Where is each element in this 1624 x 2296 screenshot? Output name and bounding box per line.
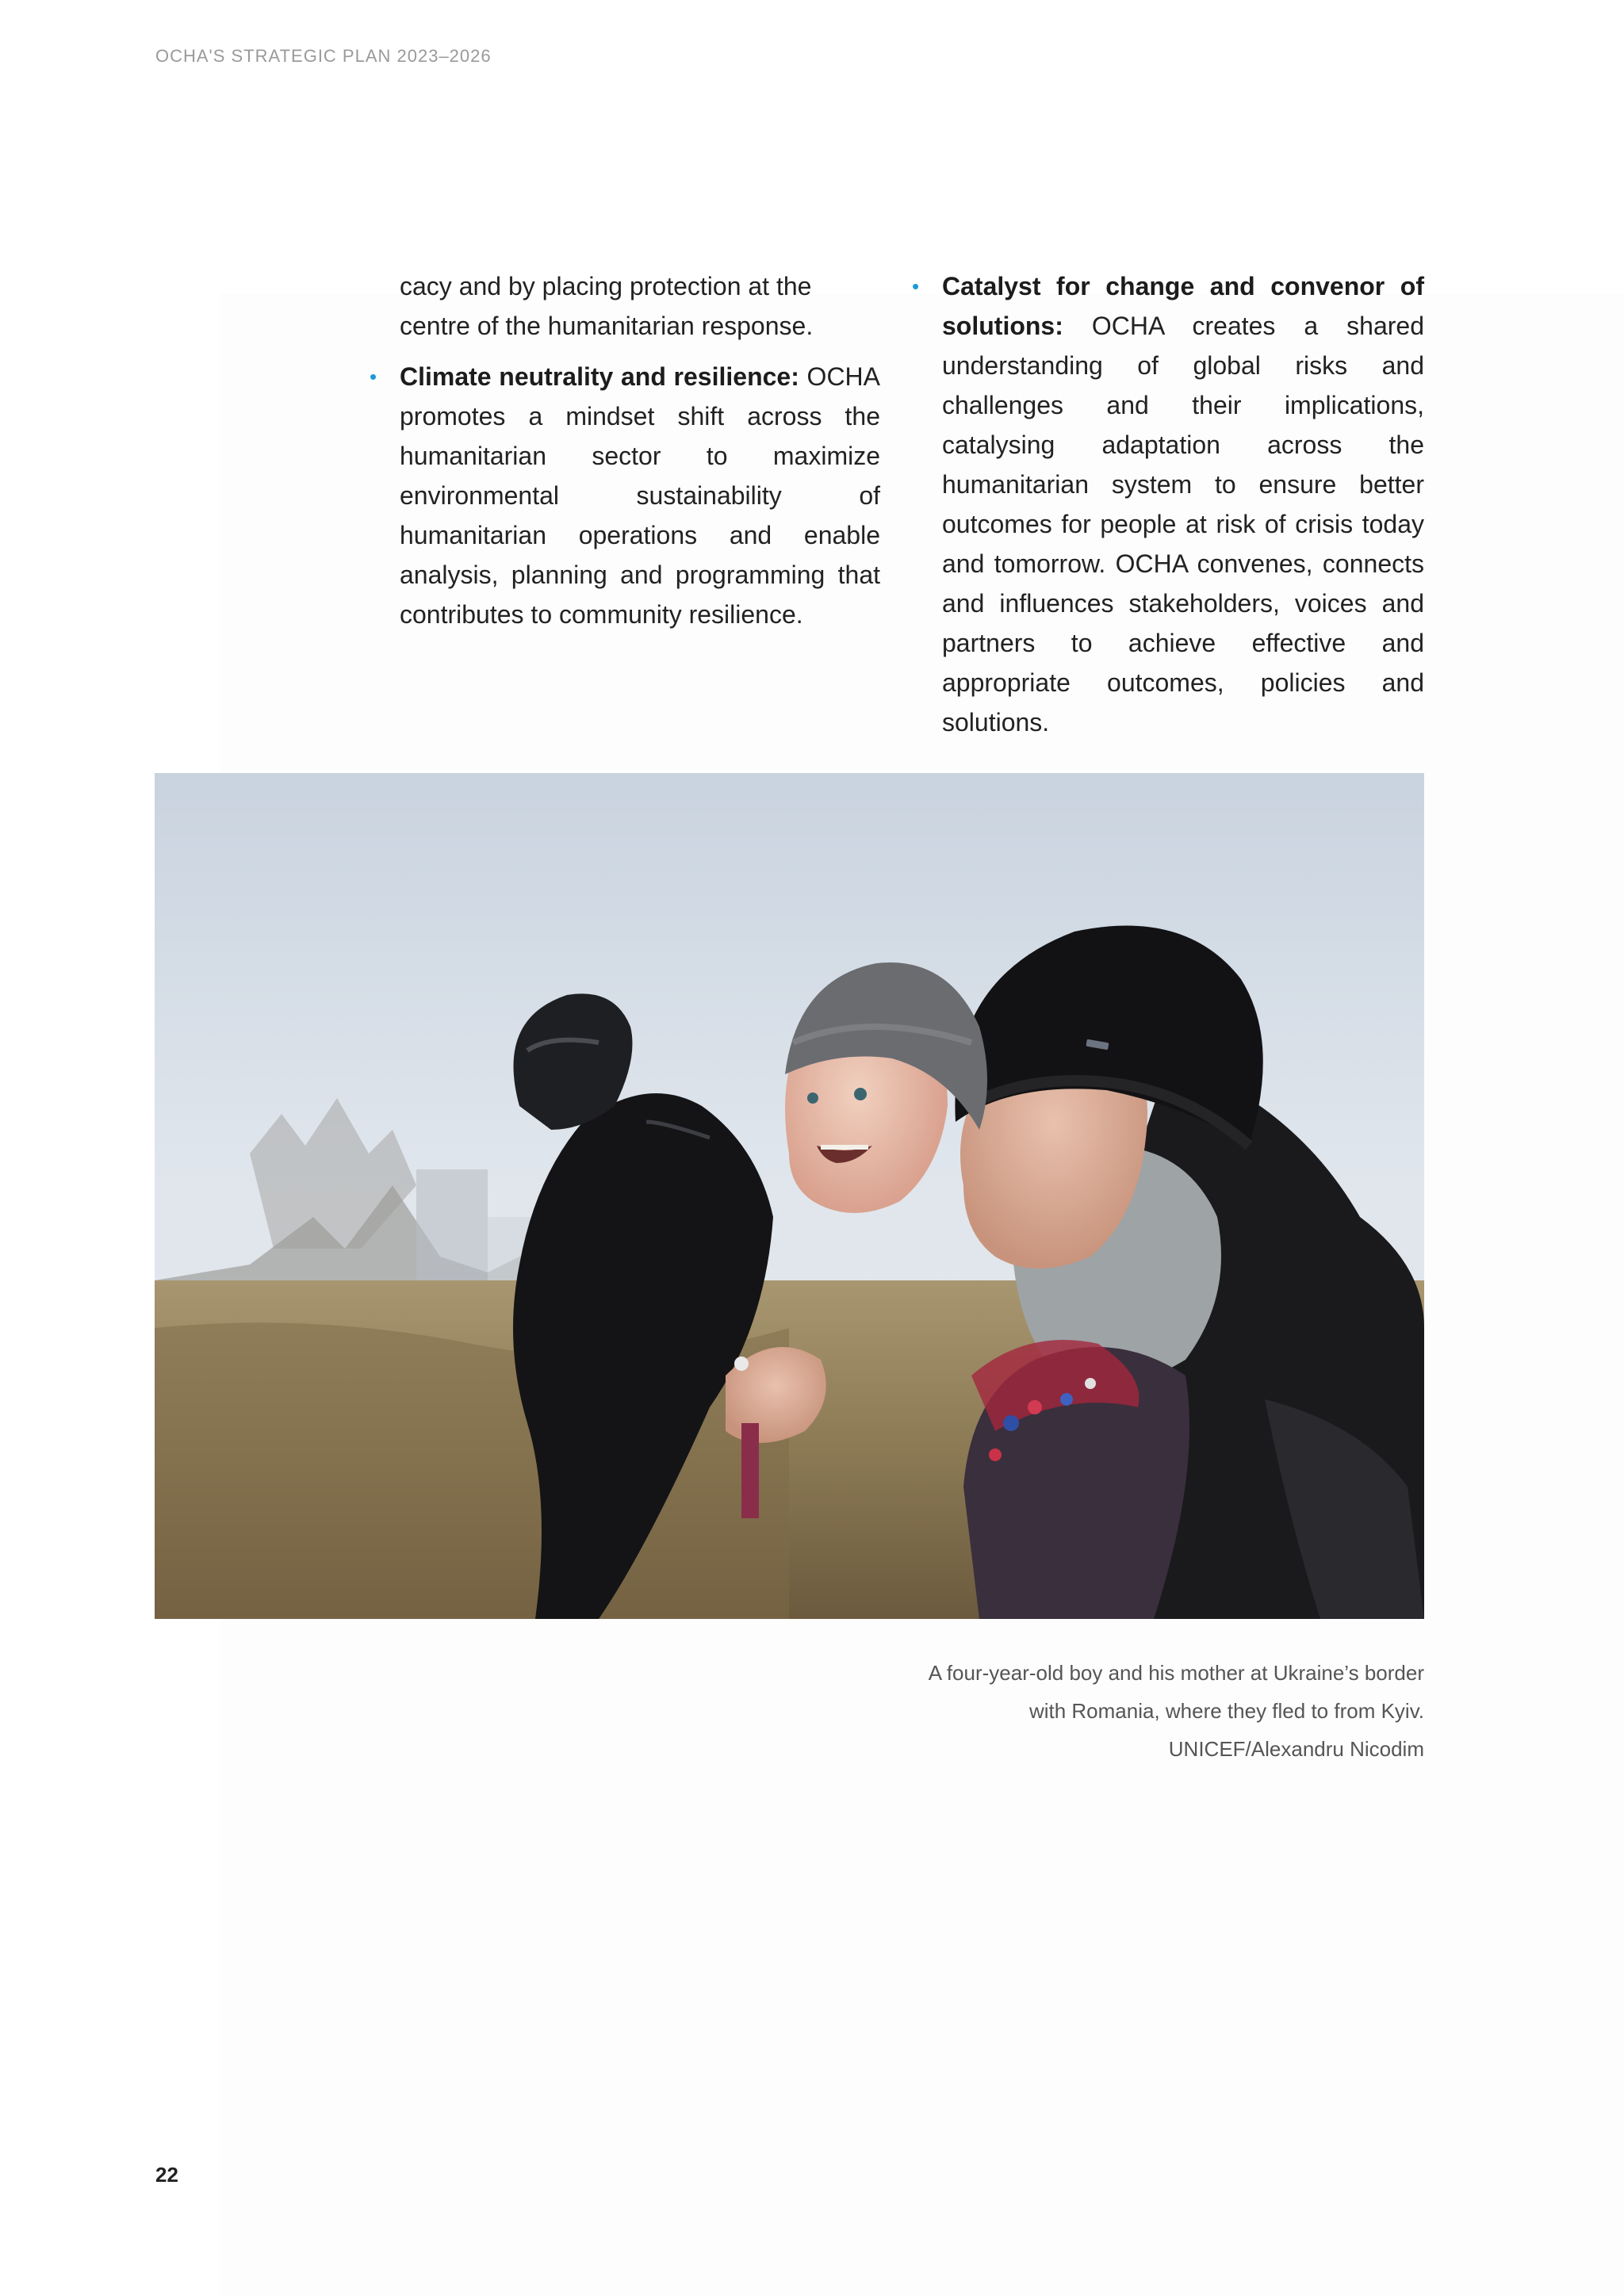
bullet-catalyst-for-change <box>912 266 1424 742</box>
page-number: 22 <box>155 2163 178 2187</box>
bullet-dot-icon: • <box>370 365 377 388</box>
photo-caption <box>710 1654 1424 1768</box>
caption-line-1: A four-year-old boy and his mother at Ukraine’s border <box>928 1661 1424 1685</box>
photo-mother-and-child <box>155 773 1424 1619</box>
running-header: OCHA'S STRATEGIC PLAN 2023–2026 <box>155 46 492 66</box>
bullet-climate-neutrality <box>370 357 881 634</box>
bullet-lead: Catalyst for change and convenor of solutions: <box>942 272 1424 340</box>
photo-credit: UNICEF/Alexandru Nicodim <box>1168 1737 1424 1761</box>
continuation-paragraph: cacy and by placing protection at the centre of the humanitarian response. <box>400 272 814 340</box>
bullet-lead: Climate neutrality and resilience: <box>400 362 799 391</box>
caption-line-2: with Romania, where they fled to from Kyiv. <box>1028 1699 1424 1723</box>
bullet-text: OCHA creates a shared understanding of global risks and challenges and their implications, catalysing adaptation across the humanitarian system to ensure better outcomes for people at risk of crisis today and tomorrow. OCHA convenes, connects and influences stakeholders, voices and partners to achieve effective and appropriate outcomes, policies and solutions. <box>942 312 1424 737</box>
bullet-dot-icon: • <box>912 274 920 298</box>
text-column-left <box>370 266 881 634</box>
bullet-text: OCHA promotes a mindset shift across the humanitarian sector to maximize environmental sustainability of humanitarian operations and enable analysis, planning and programming that contributes to community resilience. <box>400 362 881 629</box>
text-column-right <box>912 266 1424 742</box>
